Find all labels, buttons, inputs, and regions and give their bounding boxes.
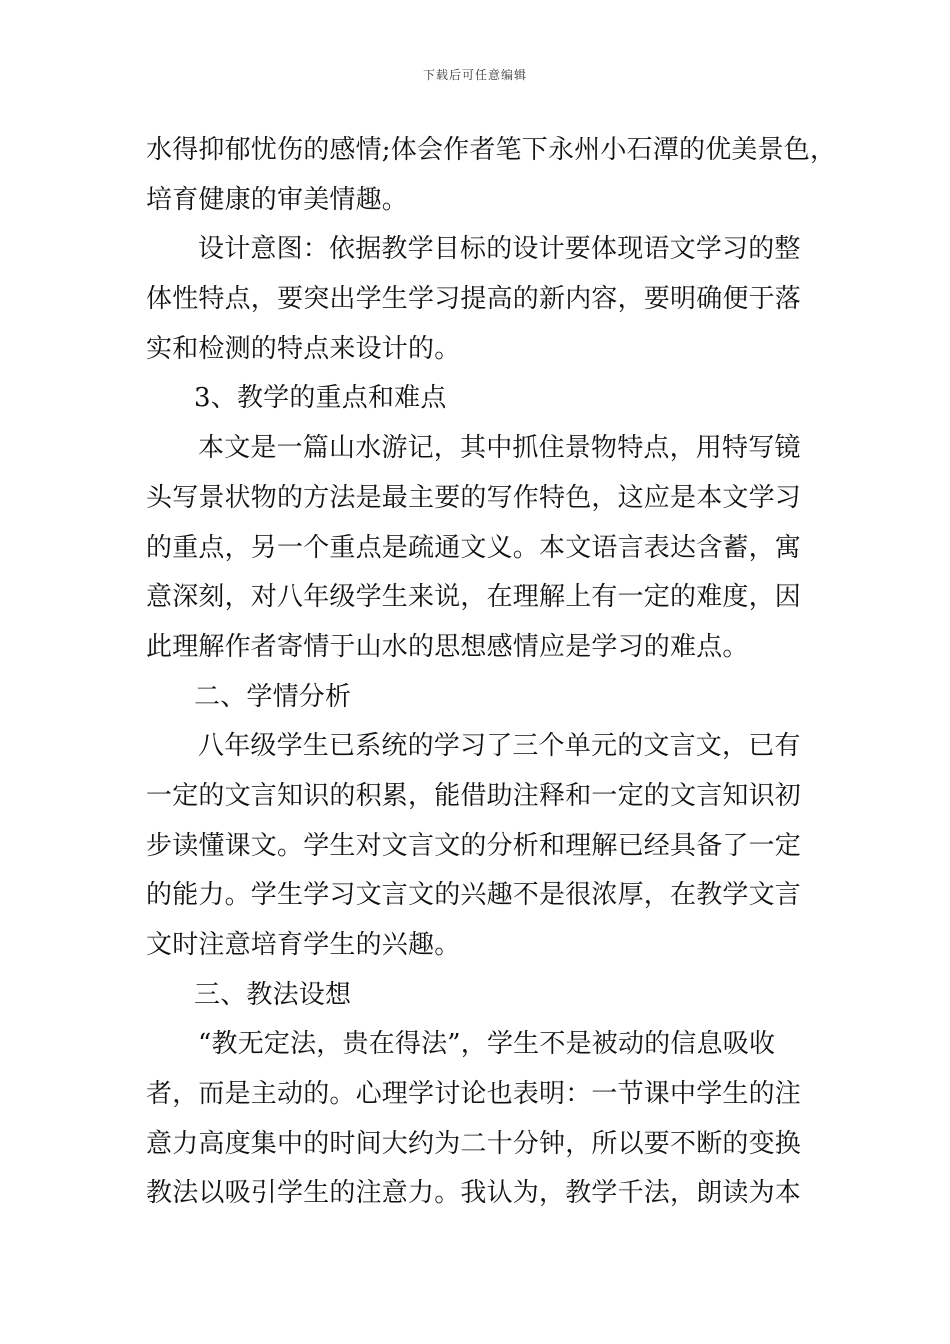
text-line: 者，而是主动的。心理学讨论也表明：一节课中学生的注 — [146, 1079, 802, 1110]
page-header: 下载后可任意编辑 — [422, 68, 527, 82]
section-heading: 3、教学的重点和难点 — [194, 383, 447, 414]
document-body — [146, 126, 837, 1219]
text-line: 意力高度集中的时间大约为二十分钟，所以要不断的变换 — [146, 1128, 802, 1159]
paragraph-start: 本文是一篇山水游记，其中抓住景物特点，用特写镜 — [198, 433, 801, 464]
text-line: 实和检测的特点来设计的。 — [146, 333, 461, 364]
paragraph-start: 设计意图：依据教学目标的设计要体现语文学习的整 — [198, 234, 801, 265]
text-line: 步读懂课文。学生对文言文的分析和理解已经具备了一定 — [146, 830, 802, 861]
text-line: 教法以吸引学生的注意力。我认为，教学千法，朗读为本 — [146, 1178, 802, 1209]
text-line: 此理解作者寄情于山水的思想感情应是学习的难点。 — [146, 631, 749, 662]
text-line: 意深刻，对八年级学生来说，在理解上有一定的难度，因 — [146, 582, 802, 613]
section-heading: 二、学情分析 — [194, 681, 352, 712]
paragraph-start: 八年级学生已系统的学习了三个单元的文言文，已有 — [198, 731, 801, 762]
text-line: 头写景状物的方法是最主要的写作特色，这应是本文学习 — [146, 482, 802, 513]
text-line: 体性特点，要突出学生学习提高的新内容，要明确便于落 — [146, 284, 802, 315]
text-line: 的能力。学生学习文言文的兴趣不是很浓厚，在教学文言 — [146, 880, 802, 911]
text-line: 培育健康的审美情趣。 — [146, 184, 409, 215]
paragraph-start: “教无定法，贵在得法”，学生不是被动的信息吸收 — [198, 1029, 776, 1060]
text-line: 一定的文言知识的积累，能借助注释和一定的文言知识初 — [146, 780, 802, 811]
text-line: 的重点，另一个重点是疏通文义。本文语言表达含蓄，寓 — [146, 532, 802, 563]
text-line: 文时注意培育学生的兴趣。 — [146, 930, 461, 960]
section-heading: 三、教法设想 — [194, 979, 352, 1010]
text-line: 水得抑郁忧伤的感情;体会作者笔下永州小石潭的优美景色， — [146, 135, 837, 165]
